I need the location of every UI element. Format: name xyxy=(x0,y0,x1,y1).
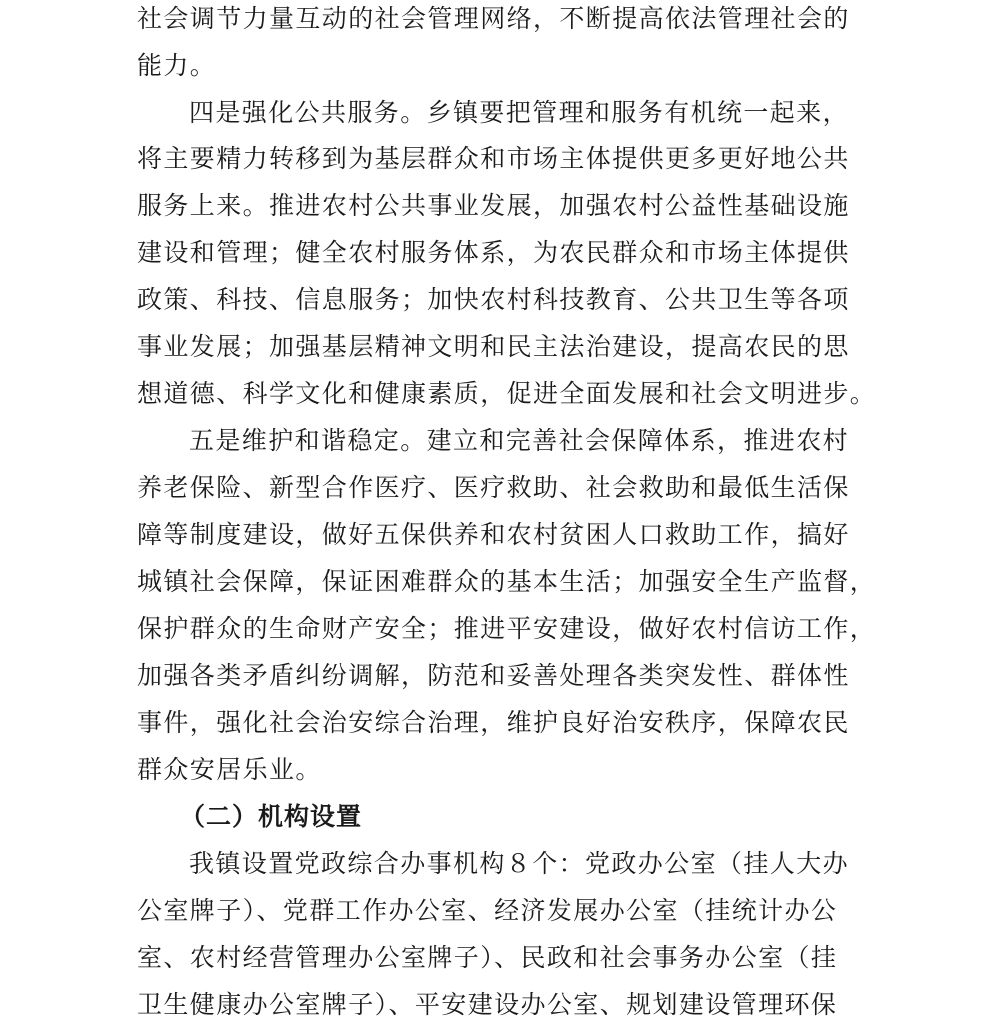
text-line: 障等制度建设，做好五保供养和农村贫困人口救助工作，搞好 xyxy=(137,520,850,549)
text-line: 公室牌子）、党群工作办公室、经济发展办公室（挂统计办公 xyxy=(137,896,838,925)
text-line: 卫生健康办公室牌子）、平安建设办公室、规划建设管理环保 xyxy=(137,990,838,1019)
text-line: 群众安居乐业。 xyxy=(137,755,322,784)
section-heading: （二）机构设置 xyxy=(180,802,363,831)
text-line: 服务上来。推进农村公共事业发展，加强农村公益性基础设施 xyxy=(137,191,850,220)
paragraph-start-line: 我镇设置党政综合办事机构８个：党政办公室（挂人大办 xyxy=(189,849,850,878)
text-line: 将主要精力转移到为基层群众和市场主体提供更多更好地公共 xyxy=(137,144,850,173)
paragraph-start-line: 四是强化公共服务。乡镇要把管理和服务有机统一起来， xyxy=(189,98,850,127)
text-line: 城镇社会保障，保证困难群众的基本生活；加强安全生产监督， xyxy=(137,567,877,596)
text-line: 事件，强化社会治安综合治理，维护良好治安秩序，保障农民 xyxy=(137,708,850,737)
text-line: 想道德、科学文化和健康素质，促进全面发展和社会文明进步。 xyxy=(137,379,877,408)
text-line: 政策、科技、信息服务；加快农村科技教育、公共卫生等各项 xyxy=(137,285,850,314)
text-line: 养老保险、新型合作医疗、医疗救助、社会救助和最低生活保 xyxy=(137,473,850,502)
text-line: 建设和管理；健全农村服务体系，为农民群众和市场主体提供 xyxy=(137,238,850,267)
text-line: 加强各类矛盾纠纷调解，防范和妥善处理各类突发性、群体性 xyxy=(137,661,850,690)
text-line: 能力。 xyxy=(137,51,217,80)
paragraph-start-line: 五是维护和谐稳定。建立和完善社会保障体系，推进农村 xyxy=(189,426,850,455)
text-line: 保护群众的生命财产安全；推进平安建设，做好农村信访工作， xyxy=(137,614,877,643)
text-line: 室、农村经营管理办公室牌子）、民政和社会事务办公室（挂 xyxy=(137,943,838,972)
text-line: 事业发展；加强基层精神文明和民主法治建设，提高农民的思 xyxy=(137,332,850,361)
text-line: 社会调节力量互动的社会管理网络，不断提高依法管理社会的 xyxy=(137,4,850,33)
